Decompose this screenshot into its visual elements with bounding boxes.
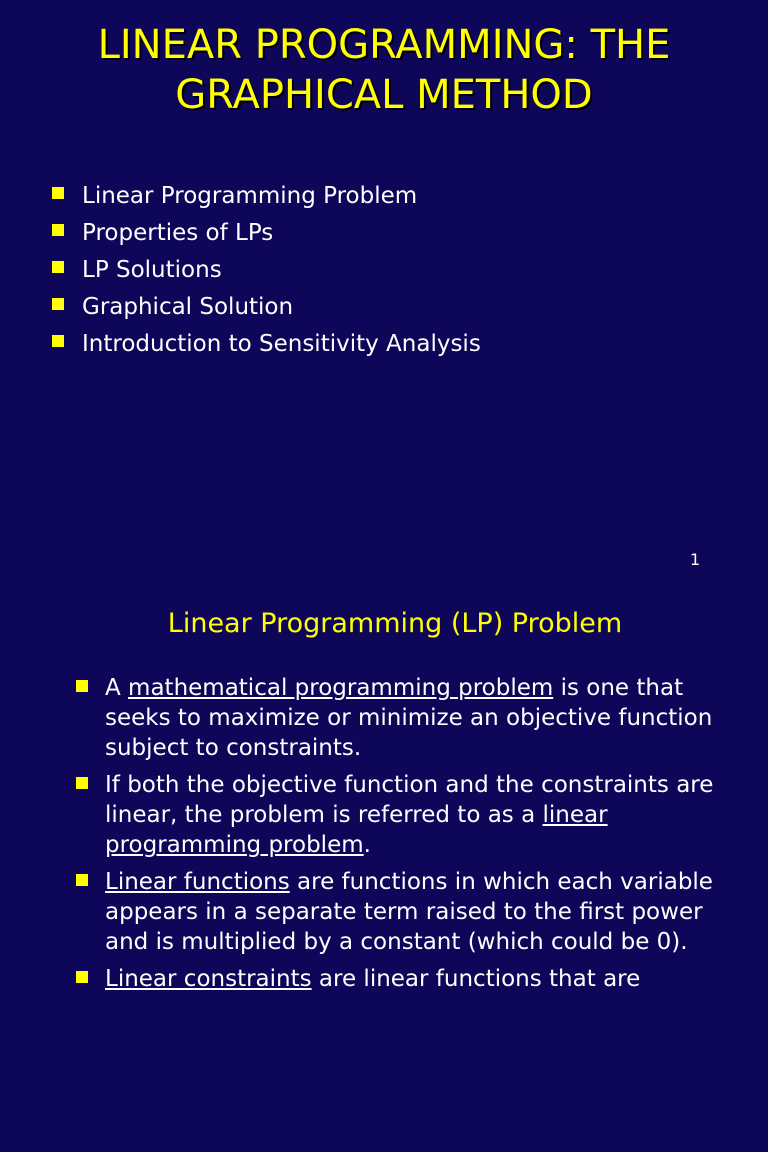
title-line-2: GRAPHICAL METHOD — [175, 72, 593, 118]
bullet-square-icon — [52, 335, 64, 347]
definition-term: Linear functions — [105, 869, 290, 895]
agenda-item — [50, 289, 481, 326]
agenda-item — [50, 215, 481, 252]
agenda-item-text: Introduction to Sensitivity Analysis — [82, 331, 481, 357]
bullet-square-icon — [52, 187, 64, 199]
bullet-square-icon — [76, 680, 88, 692]
slide-title — [0, 20, 768, 120]
bullet-square-icon — [52, 298, 64, 310]
definition-post: . — [363, 832, 371, 858]
definition-term: linear programming problem — [105, 802, 608, 858]
definition-term: mathematical programming problem — [128, 675, 554, 701]
bullet-square-icon — [52, 261, 64, 273]
agenda-item-text: Properties of LPs — [82, 220, 274, 246]
definition-item — [74, 964, 724, 994]
definition-pre: If both the objective function and the constraints are linear, the problem is referred to as a — [105, 772, 714, 828]
agenda-item-text: LP Solutions — [82, 257, 222, 283]
agenda-item — [50, 252, 481, 289]
definition-item — [74, 673, 724, 763]
bullet-square-icon — [76, 777, 88, 789]
agenda-item — [50, 326, 481, 363]
slide-title: Linear Programming (LP) Problem — [167, 608, 623, 639]
definition-pre: A — [105, 675, 129, 701]
bullet-square-icon — [76, 874, 88, 886]
definition-post: are linear functions that are — [311, 966, 641, 992]
definition-term: Linear constraints — [105, 966, 312, 992]
title-line-1: LINEAR PROGRAMMING: THE — [97, 22, 671, 68]
agenda-list — [50, 178, 481, 363]
agenda-item — [50, 178, 481, 215]
definition-post: is one that seeks to maximize or minimize an objective function subject to constraints. — [105, 675, 713, 761]
agenda-item-text: Linear Programming Problem — [82, 183, 418, 209]
slide-number: 1 — [690, 550, 701, 569]
definition-post: are functions in which each variable appears in a separate term raised to the first power and is multiplied by a constant (which could be 0). — [105, 869, 713, 955]
bullet-square-icon — [52, 224, 64, 236]
slide-2 — [0, 576, 768, 1152]
definition-list — [74, 673, 724, 1001]
definition-item — [74, 770, 724, 860]
bullet-square-icon — [76, 971, 88, 983]
agenda-item-text: Graphical Solution — [82, 294, 294, 320]
definition-item — [74, 867, 724, 957]
